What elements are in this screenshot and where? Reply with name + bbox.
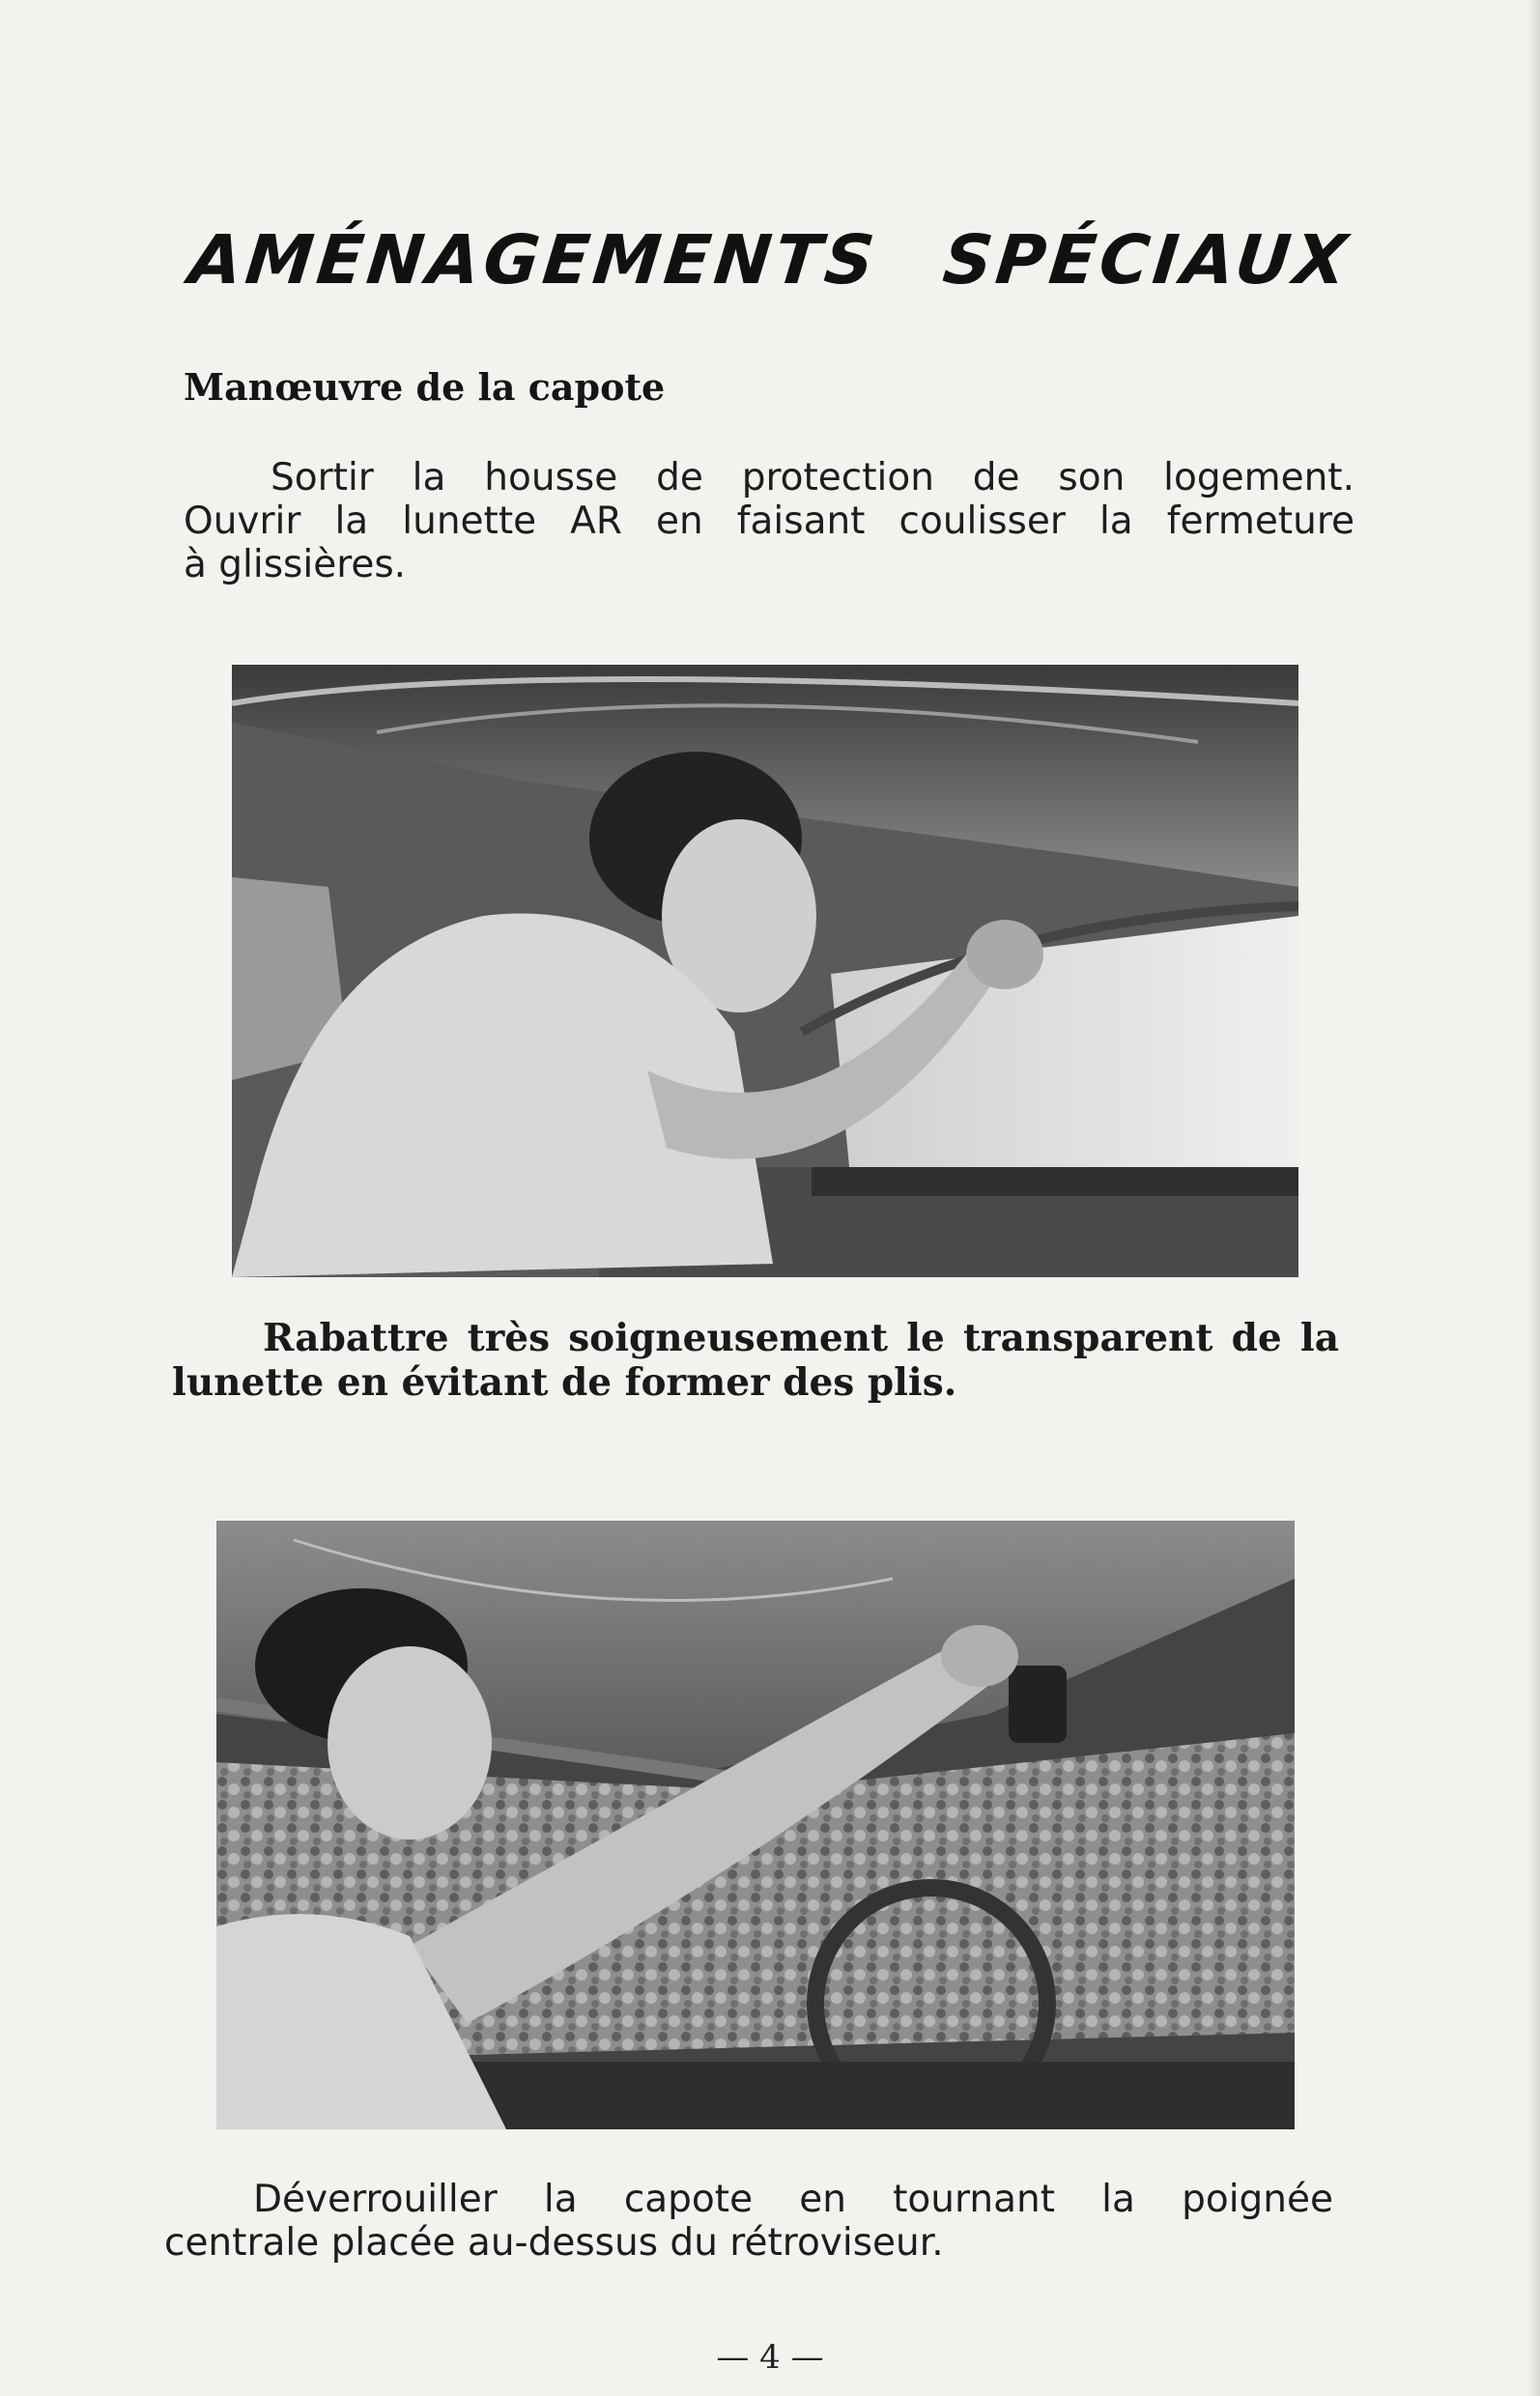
intro-line: Ouvrir la lunette AR en faisant coulisser la fermeture: [184, 499, 1355, 543]
unlock-line: centrale placée au-dessus du rétroviseur.: [164, 2221, 944, 2265]
photo-unlock-hood-image: [216, 1521, 1295, 2129]
intro-line: à glissières.: [184, 543, 407, 586]
section-heading: Manœuvre de la capote: [184, 365, 666, 409]
page-title: AMÉNAGEMENTS SPÉCIAUX: [185, 220, 1355, 300]
page-edge: [1526, 0, 1540, 2396]
page-number: — 4 —: [716, 2338, 824, 2377]
photo-rear-window: [232, 665, 1298, 1277]
intro-paragraph: [184, 456, 1355, 586]
unlock-line: Déverrouiller la capote en tournant la poignée: [253, 2178, 1333, 2221]
unlock-paragraph: [164, 2178, 1333, 2265]
photo-unlock-hood: [216, 1521, 1295, 2129]
photo-rear-window-image: [232, 665, 1298, 1277]
caption-fold-window: [172, 1316, 1339, 1405]
intro-line: Sortir la housse de protection de son logement.: [271, 456, 1355, 499]
caption-line: Rabattre très soigneusement le transparent de la: [263, 1316, 1339, 1360]
caption-line: lunette en évitant de former des plis.: [172, 1360, 957, 1405]
